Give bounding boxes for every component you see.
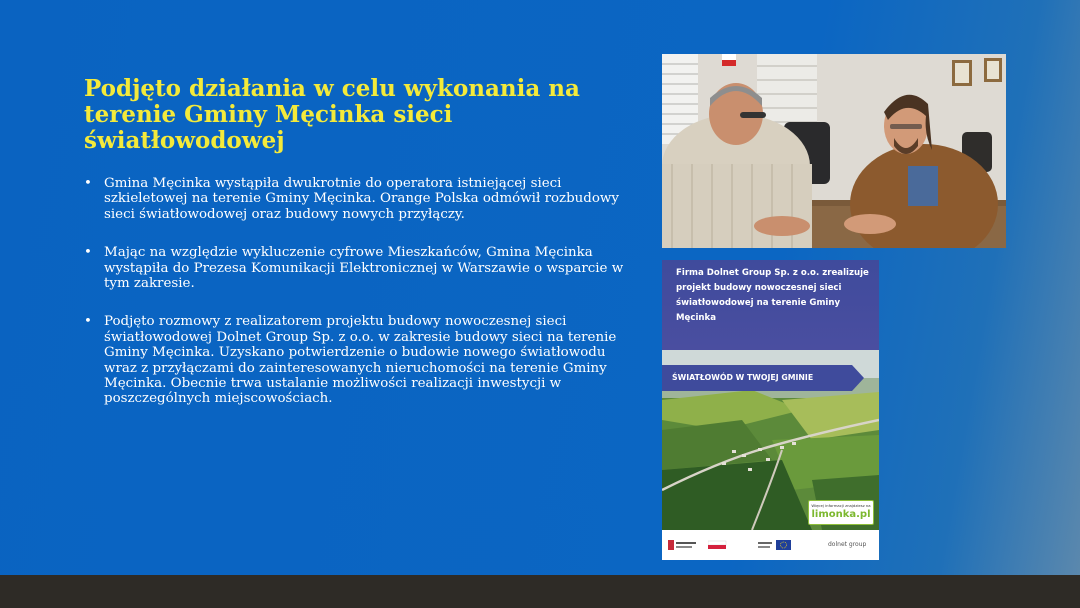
eu-logo-icon [758,539,792,551]
flyer-footer [662,530,879,560]
bullet-text: Gmina Męcinka wystąpiła dwukrotnie do operatora istniejącej sieci szkieletowej na terenie Gminy Męcinka. Orange Polska odmówił rozbudowy sieci światłowodowej oraz budowy nowych przyłączy. [104,176,619,222]
badge-caption: Więcej informacji znajdziesz na [811,503,871,508]
flyer-banner: ŚWIATŁOWÓD W TWOJEJ GMINIE [662,365,852,391]
slide-title: Podjęto działania w celu wykonania na terenie Gminy Męcinka sieci światłowodowej [84,75,580,154]
bullet-item [84,245,624,291]
bullet-text: Mając na względzie wykluczenie cyfrowe Mieszkańców, Gmina Męcinka wystąpiła do Prezesa Komunikacji Elektronicznej w Warszawie o wsparcie w tym zakresie. [104,245,624,292]
poland-flag-icon [708,539,738,551]
bullet-item [84,314,624,406]
meeting-photo [662,54,1006,248]
project-flyer [662,260,879,560]
bullet-icon: • [84,245,92,261]
flyer-heading: Firma Dolnet Group Sp. z o.o. zrealizuje projekt budowy nowoczesnej sieci światłowodowej na terenie Gminy Męcinka [662,260,879,350]
limonka-badge [808,500,874,525]
bullet-icon: • [84,314,92,330]
dolnet-logo: dolnet group [828,541,867,548]
bullet-list [84,176,624,430]
badge-brand: limonka.pl [811,509,871,520]
bullet-icon: • [84,176,92,191]
bottom-bar [0,575,1080,608]
meeting-photo-illustration [662,54,1006,248]
funding-logo-icon [668,539,698,551]
bullet-item [84,176,624,222]
bullet-text: Podjęto rozmowy z realizatorem projektu budowy nowoczesnej sieci światłowodowej Dolnet Group Sp. z o.o. w zakresie budowy sieci na terenie Gminy Męcinka. Uzyskano potwierdzenie o budowie nowego światłowodu wraz z przyłączami do zainteresowanych nieruchomości na terenie Gminy Męcinka. Obecnie trwa ustalanie możliwości realizacji inwestycji w poszczególnych miejscowościach. [104,314,617,407]
flyer-banner-arrow-icon [852,365,864,391]
